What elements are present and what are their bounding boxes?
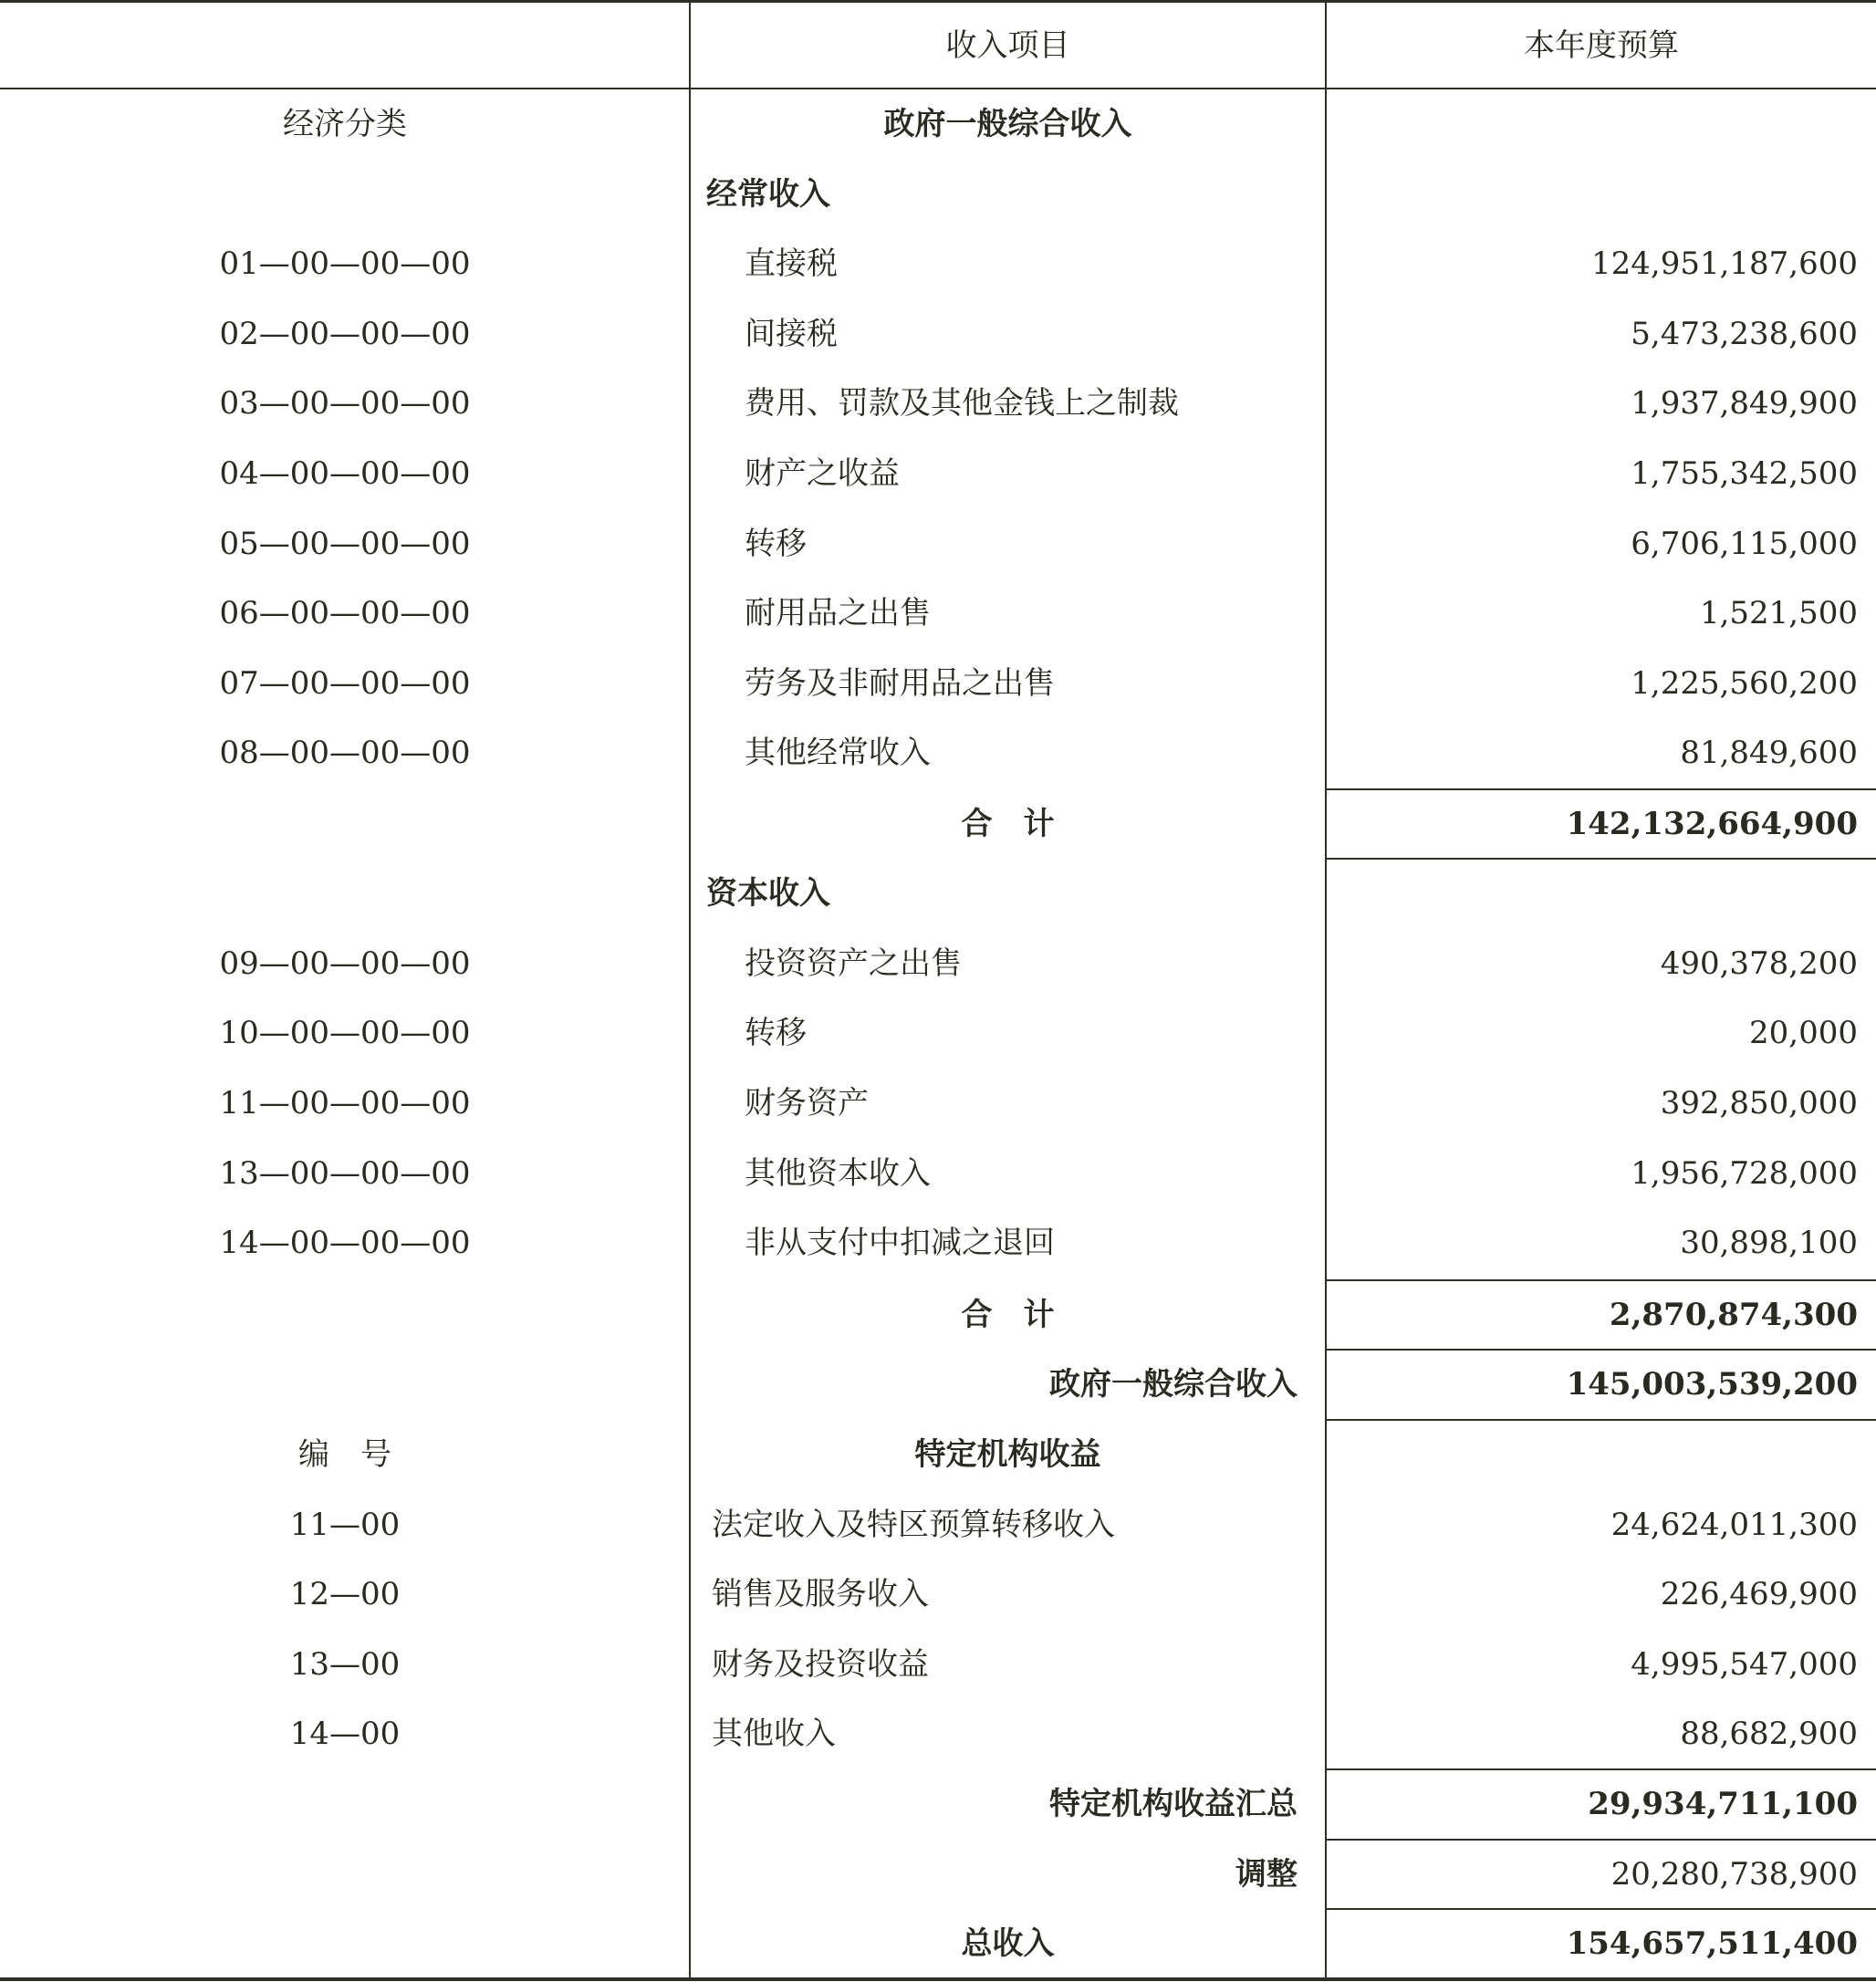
grand-total-label: 总收入 — [961, 1925, 1055, 1962]
row-amount: 490,378,200 — [1660, 945, 1858, 982]
capital-revenue-heading: 资本收入 — [706, 875, 830, 912]
row-code: 14—00 — [289, 1716, 401, 1752]
adjustment-label: 调整 — [1235, 1856, 1298, 1893]
row-code: 11—00—00—00 — [219, 1085, 471, 1121]
row-amount: 124,951,187,600 — [1590, 245, 1858, 282]
row-code: 12—00 — [289, 1576, 401, 1612]
special-agency-heading: 特定机构收益 — [914, 1436, 1101, 1473]
special-agency-summary-amount: 29,934,711,100 — [1588, 1786, 1858, 1822]
general-total-label: 政府一般综合收入 — [1049, 1366, 1298, 1403]
row-amount: 226,469,900 — [1660, 1576, 1858, 1612]
subtotal-rule — [1326, 1908, 1876, 1910]
row-name: 财务资产 — [745, 1085, 869, 1121]
general-revenue-title: 政府一般综合收入 — [883, 106, 1132, 142]
row-amount: 88,682,900 — [1680, 1716, 1858, 1752]
special-agency-summary-label: 特定机构收益汇总 — [1049, 1786, 1298, 1822]
row-code: 04—00—00—00 — [219, 455, 471, 492]
subtotal-rule — [1326, 1419, 1876, 1421]
row-name: 直接税 — [745, 245, 838, 282]
row-name: 投资资产之出售 — [745, 945, 962, 982]
row-name: 财务及投资收益 — [712, 1646, 929, 1683]
current-subtotal-label: 合 计 — [961, 806, 1055, 842]
row-code: 11—00 — [289, 1507, 401, 1543]
row-amount: 1,755,342,500 — [1631, 455, 1858, 492]
subtotal-rule — [1326, 1768, 1876, 1770]
grand-total-amount: 154,657,511,400 — [1566, 1925, 1858, 1962]
capital-subtotal-label: 合 计 — [961, 1297, 1055, 1333]
current-subtotal-amount: 142,132,664,900 — [1566, 806, 1858, 842]
general-total-amount: 145,003,539,200 — [1566, 1366, 1858, 1403]
row-name: 转移 — [745, 1015, 807, 1051]
subtotal-rule — [1326, 858, 1876, 860]
row-amount: 24,624,011,300 — [1610, 1507, 1858, 1543]
bottom-rule — [0, 1977, 1876, 1981]
row-amount: 1,225,560,200 — [1631, 665, 1858, 702]
row-amount: 1,521,500 — [1699, 595, 1858, 631]
row-amount: 20,000 — [1749, 1015, 1858, 1051]
adjustment-amount: 20,280,738,900 — [1610, 1856, 1858, 1893]
row-code: 05—00—00—00 — [219, 526, 471, 562]
row-name: 法定收入及特区预算转移收入 — [712, 1507, 1115, 1543]
row-code: 02—00—00—00 — [219, 316, 471, 352]
row-amount: 30,898,100 — [1680, 1225, 1858, 1261]
row-name: 其他经常收入 — [745, 735, 931, 771]
row-name: 其他资本收入 — [745, 1155, 931, 1192]
column-header-item: 收入项目 — [945, 27, 1070, 64]
row-code: 14—00—00—00 — [219, 1225, 471, 1261]
row-amount: 1,956,728,000 — [1631, 1155, 1858, 1192]
row-code: 03—00—00—00 — [219, 385, 471, 422]
header-rule — [0, 88, 1876, 89]
current-revenue-heading: 经常收入 — [706, 176, 830, 213]
row-code: 09—00—00—00 — [219, 945, 471, 982]
capital-subtotal-amount: 2,870,874,300 — [1609, 1297, 1858, 1333]
column-header-budget: 本年度预算 — [1524, 27, 1679, 64]
row-code: 06—00—00—00 — [219, 595, 471, 631]
subtotal-rule — [1326, 788, 1876, 790]
subtotal-rule — [1326, 1349, 1876, 1351]
subtotal-rule — [1326, 1279, 1876, 1281]
row-amount: 6,706,115,000 — [1631, 526, 1858, 562]
row-code: 13—00—00—00 — [219, 1155, 471, 1192]
row-amount: 392,850,000 — [1660, 1085, 1858, 1121]
row-name: 劳务及非耐用品之出售 — [745, 665, 1055, 702]
row-amount: 81,849,600 — [1680, 735, 1858, 771]
row-name: 耐用品之出售 — [745, 595, 931, 631]
number-column-label: 编 号 — [298, 1436, 391, 1473]
row-name: 费用、罚款及其他金钱上之制裁 — [745, 385, 1179, 422]
row-code: 01—00—00—00 — [219, 245, 471, 282]
row-name: 转移 — [745, 526, 807, 562]
row-amount: 4,995,547,000 — [1631, 1646, 1858, 1683]
row-code: 13—00 — [289, 1646, 401, 1683]
top-rule — [0, 0, 1876, 3]
subtotal-rule — [1326, 1839, 1876, 1841]
row-name: 其他收入 — [712, 1716, 836, 1752]
row-code: 10—00—00—00 — [219, 1015, 471, 1051]
row-code: 07—00—00—00 — [219, 665, 471, 702]
row-amount: 1,937,849,900 — [1631, 385, 1858, 422]
row-code: 08—00—00—00 — [219, 735, 471, 771]
row-name: 销售及服务收入 — [712, 1576, 929, 1612]
row-amount: 5,473,238,600 — [1631, 316, 1858, 352]
row-name: 非从支付中扣减之退回 — [745, 1225, 1055, 1261]
row-name: 财产之收益 — [745, 455, 900, 492]
row-name: 间接税 — [745, 316, 838, 352]
economic-classification-label: 经济分类 — [283, 106, 407, 142]
